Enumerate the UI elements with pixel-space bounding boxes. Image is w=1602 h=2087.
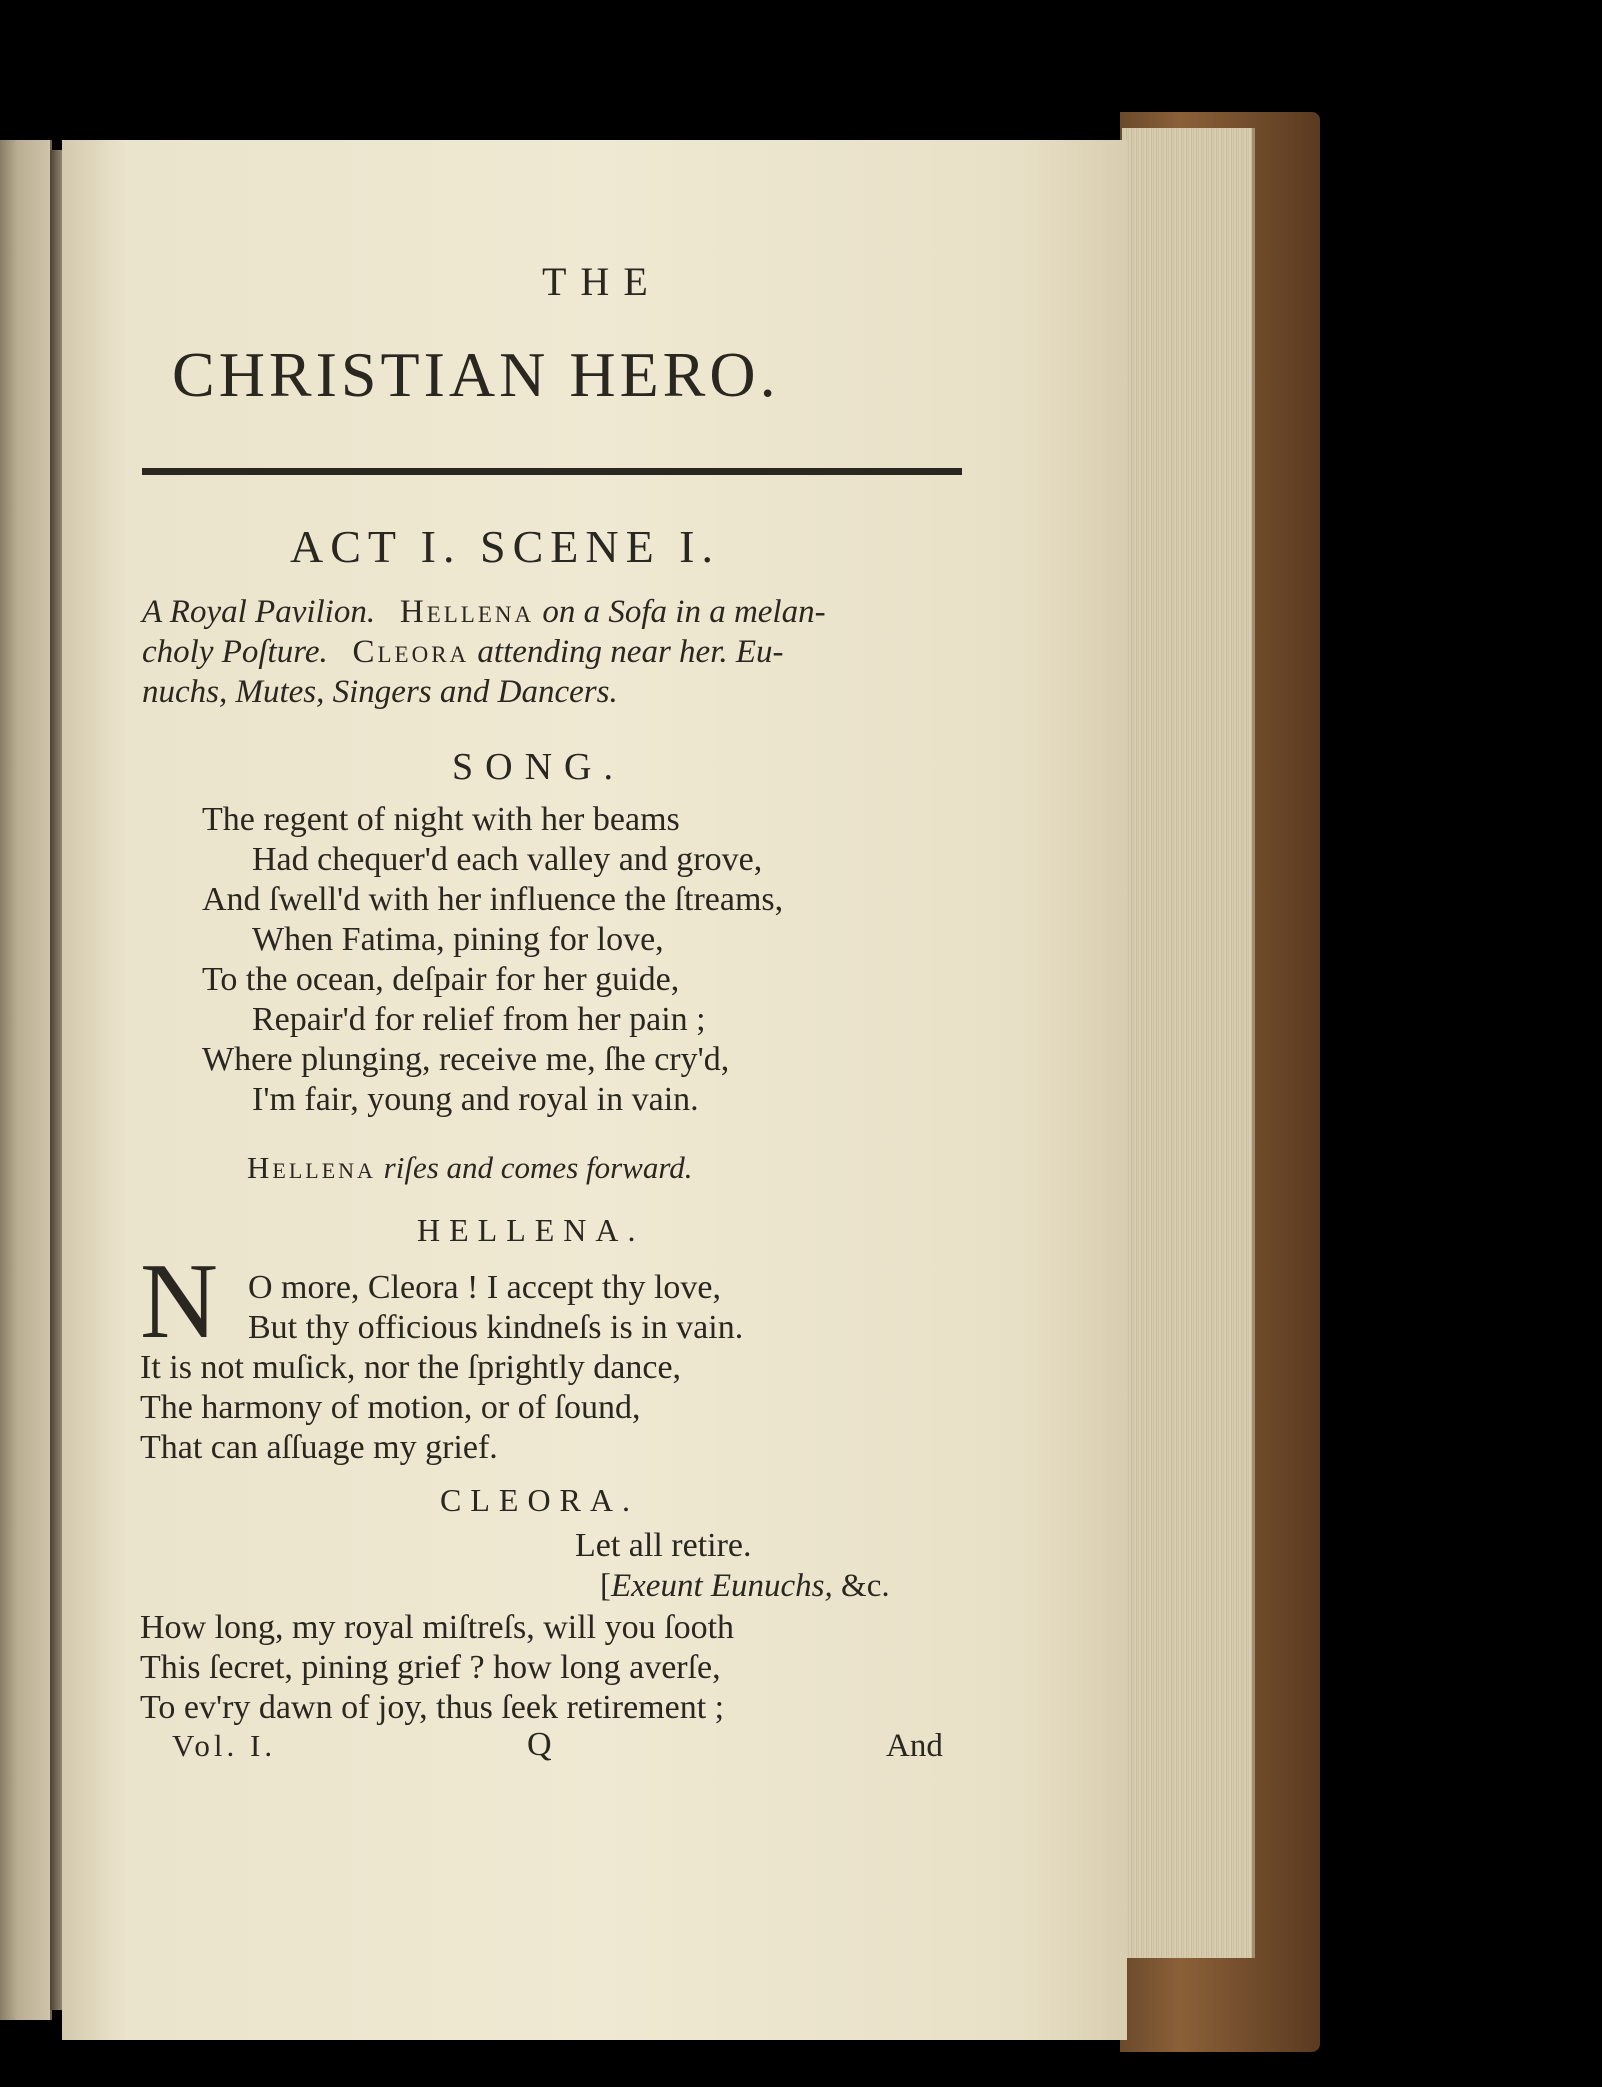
exit-text: Exeunt Eunuchs, xyxy=(611,1568,833,1604)
song-heading: SONG. xyxy=(452,746,625,788)
stage-direction-line xyxy=(142,632,972,672)
speaker-hellena: HELLENA. xyxy=(417,1212,645,1248)
signature-mark: Q xyxy=(527,1726,552,1763)
verse-line: I'm fair, young and royal in vain. xyxy=(252,1081,699,1118)
stage-direction-line: nuchs, Mutes, Singers and Dancers. xyxy=(142,674,618,710)
verse-line: And ſwell'd with her influence the ſtreams, xyxy=(202,881,784,918)
song-verse xyxy=(202,800,783,1120)
catchword: And xyxy=(886,1728,943,1764)
speaker-cleora: CLEORA. xyxy=(440,1482,639,1518)
verse-line: Where plunging, receive me, ſhe cry'd, xyxy=(202,1041,730,1078)
book-page xyxy=(62,140,1127,2040)
exit-stage-direction xyxy=(600,1568,890,1605)
stage-direction-line xyxy=(142,592,972,632)
hellena-stage-direction xyxy=(247,1150,693,1186)
exit-bracket: [ xyxy=(600,1568,611,1604)
stage-direction-text: attending near her. Eu- xyxy=(477,634,784,670)
speech-line: How long, my royal miſtreſs, will you ſooth xyxy=(140,1609,735,1646)
act-scene-heading: ACT I. SCENE I. xyxy=(290,521,720,572)
drop-cap: N xyxy=(140,1242,218,1361)
speech-line: This ſecret, pining grief ? how long averſe, xyxy=(140,1649,721,1686)
verse-line: Repair'd for relief from her pain ; xyxy=(252,1001,706,1038)
verse-line: The regent of night with her beams xyxy=(202,801,680,838)
stage-direction-setting: A Royal Pavilion. xyxy=(142,594,376,630)
page-title: CHRISTIAN HERO. xyxy=(172,339,780,410)
volume-label: Vol. I. xyxy=(172,1728,277,1763)
speech-line: Let all retire. xyxy=(575,1527,752,1564)
page-block-edges xyxy=(1122,128,1255,1958)
exit-text-tail: &c. xyxy=(832,1568,890,1604)
speech-line: It is not muſick, nor the ſprightly dance, xyxy=(140,1349,682,1386)
left-page-edge xyxy=(0,140,52,2020)
verse-line: To the ocean, deſpair for her guide, xyxy=(202,961,680,998)
speech-line: The harmony of motion, or of ſound, xyxy=(140,1389,641,1426)
character-name-hellena: Hellena xyxy=(247,1150,376,1185)
hellena-speech xyxy=(140,1268,743,1468)
speech-line: O more, Cleora ! I accept thy love, xyxy=(248,1269,721,1306)
stage-direction-text: on a Sofa in a melan- xyxy=(542,594,826,630)
speech-line: That can aſſuage my grief. xyxy=(140,1429,498,1466)
stage-direction-text: choly Poſture. xyxy=(142,634,328,670)
stage-direction-text: riſes and comes forward. xyxy=(383,1150,693,1185)
title-rule xyxy=(142,468,962,475)
character-name-hellena: Hellena xyxy=(399,594,535,630)
speech-line: To ev'ry dawn of joy, thus ſeek retirement ; xyxy=(140,1689,725,1726)
character-name-cleora: Cleora xyxy=(352,634,470,670)
verse-line: When Fatima, pining for love, xyxy=(252,921,664,958)
verse-line: Had chequer'd each valley and grove, xyxy=(252,841,763,878)
cleora-speech xyxy=(140,1608,734,1728)
title-the: THE xyxy=(542,259,662,304)
opening-stage-direction xyxy=(142,592,972,712)
speech-line: But thy officious kindneſs is in vain. xyxy=(248,1309,744,1346)
